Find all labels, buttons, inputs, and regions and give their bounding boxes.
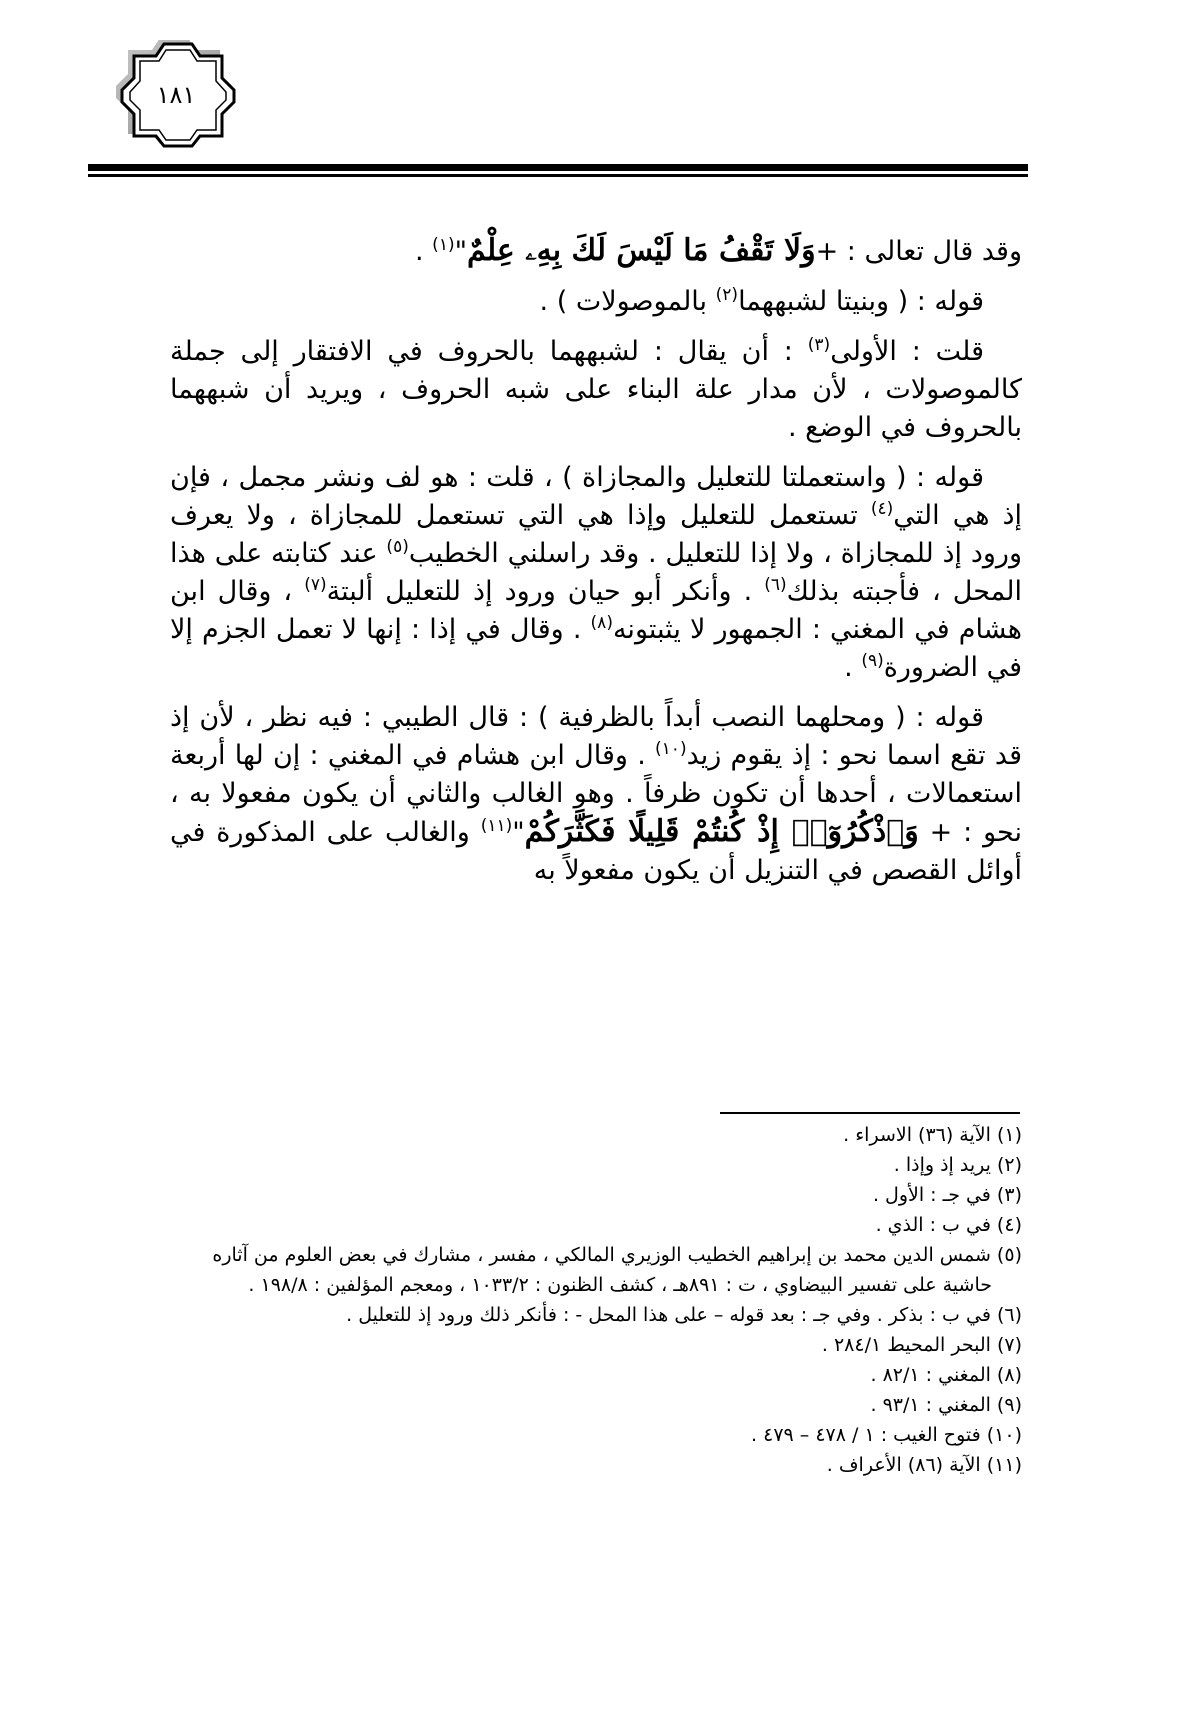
footnote-ref: (١): [432, 235, 455, 255]
footnote-ref: (٧): [304, 575, 327, 595]
footnote-1: (١) الآية (٣٦) الاسراء .: [843, 1124, 1022, 1146]
quran-verse: وَلَا تَقْفُ مَا لَيْسَ لَكَ بِهِۦ عِلْمٌ: [467, 233, 816, 268]
footnote-7: (٧) البحر المحيط ٢٨٤/١ .: [821, 1334, 1022, 1356]
footnote-8: (٨) المغني : ٨٢/١ .: [870, 1364, 1022, 1386]
footnote-5: (٥) شمس الدين محمد بن إبراهيم الخطيب الوزيري المالكي ، مفسر ، مشارك في بعض العلوم من آثاره حاشية على تفسير البيضاوي ، ت : ٨٩١هـ ، كشف الظنون : ١٠٣٣/٢ ، ومعجم المؤلفين : ١٩٨/٨ .: [212, 1244, 1022, 1296]
footnote-10: (١٠) فتوح الغيب : ١ / ٤٧٨ – ٤٧٩ .: [751, 1424, 1022, 1446]
footnotes: [170, 1120, 1022, 1480]
footnote-ref: (٢): [715, 285, 739, 305]
paragraph-2: قوله : ( وبنيتا لشبههما$^{(٢)}$ بالموصولات ) .: [539, 285, 984, 317]
paragraph-4: قوله : ( واستعملتا للتعليل والمجازاة ) ، قلت : هو لف ونشر مجمل ، فإن إذ هي التي$^{(٤)}$ تستعمل للتعليل وإذا هي التي تستعمل للمجازاة ، ولا يعرف ورود إذ للمجازاة ، ولا إذا للتعليل . وقد راسلني الخطيب$^{(٥)}$ عند كتابته على هذا المحل ، فأجبته بذلك$^{(٦)}$ . وأنكر أبو حيان ورود إذ للتعليل ألبتة$^{(٧)}$ ، وقال ابن هشام في المغني : الجمهور لا يثبتونه$^{(٨)}$ . وقال في إذا : إنها لا تعمل الجزم إلا في الضرورة$^{(٩)}$ .: [170, 462, 1022, 683]
header-divider: [88, 164, 1028, 178]
footnote-6: (٦) في ب : بذكر . وفي جـ : بعد قوله – على هذا المحل - : فأنكر ذلك ورود إذ للتعليل .: [346, 1304, 1022, 1326]
footnote-ref: (٣): [807, 335, 831, 355]
paragraph-1: وقد قال تعالى : +وَلَا تَقْفُ مَا لَيْسَ لَكَ بِهِۦ عِلْمٌ"$^{(١)}$ .: [415, 233, 1022, 268]
footnote-divider: [720, 1112, 1020, 1114]
quran-verse: وَٱذْكُرُوٓا۟ إِذْ كُنتُمْ قَلِيلًا فَكَثَّرَكُمْ: [524, 814, 919, 849]
footnote-ref: (٨): [590, 613, 613, 633]
footnote-ref: (٦): [764, 575, 787, 595]
main-text: [170, 232, 1022, 902]
footnote-3: (٣) في جـ : الأول .: [872, 1184, 1022, 1206]
footnote-ref: (٤): [870, 499, 894, 519]
footnote-ref: (١١): [480, 816, 513, 836]
footnote-2: (٢) يريد إذ وإذا .: [893, 1154, 1022, 1176]
footnote-9: (٩) المغني : ٩٣/١ .: [870, 1394, 1022, 1416]
paragraph-5: قوله : ( ومحلهما النصب أبداً بالظرفية ) : قال الطيبي : فيه نظر ، لأن إذ قد تقع اسما نحو : إذ يقوم زيد$^{(١٠)}$ . وقال ابن هشام في المغني : إن لها أربعة استعمالات ، أحدها أن تكون ظرفاً . وهو الغالب والثاني أن يكون مفعولا به ، نحو : + وَٱذْكُرُوٓا۟ إِذْ كُنتُمْ قَلِيلًا فَكَثَّرَكُمْ"$^{(١١)}$ والغالب على المذكورة في أوائل القصص في التنزيل أن يكون مفعولاً به: [170, 702, 1022, 886]
footnote-ref: (١٠): [655, 739, 687, 759]
footnote-11: (١١) الآية (٨٦) الأعراف .: [826, 1454, 1022, 1476]
footnote-4: (٤) في ب : الذي .: [875, 1214, 1022, 1236]
footnote-ref: (٩): [861, 651, 884, 671]
footnote-ref: (٥): [386, 537, 409, 557]
page-number: ١٨١: [156, 81, 196, 109]
paragraph-3: قلت : الأولى$^{(٣)}$ : أن يقال : لشبههما بالحروف في الافتقار إلى جملة كالموصولات ، لأن مدار علة البناء على شبه الحروف ، ويريد أن شبههما بالحروف في الوضع .: [170, 335, 1022, 443]
